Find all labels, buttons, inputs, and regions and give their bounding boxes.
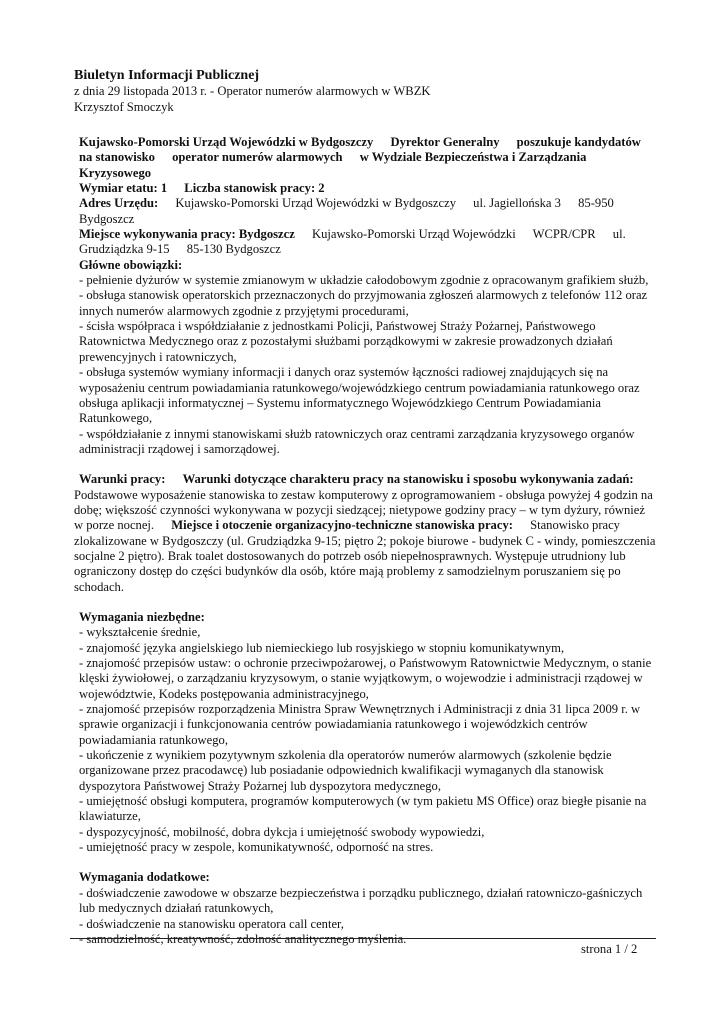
- address-value: Kujawsko-Pomorski Urząd Wojewódzki w Bydgoszczy: [175, 196, 456, 211]
- additional-heading: Wymagania dodatkowe:: [79, 870, 210, 885]
- workplace-environment-label: Miejsce i otoczenie organizacyjno-techniczne stanowiska pracy:: [171, 518, 513, 533]
- list-item: - pełnienie dyżurów w systemie zmianowym w układzie całodobowym zgodnie z opracowanym grafikiem służb,: [79, 273, 649, 288]
- workplace-label: Miejsce wykonywania pracy: Bydgoszcz: [79, 227, 295, 242]
- office-name: Kujawsko-Pomorski Urząd Wojewódzki w Bydgoszczy: [79, 135, 374, 149]
- conditions-sub-label: Warunki dotyczące charakteru pracy na stanowisku i sposobu wykonywania zadań:: [182, 472, 634, 487]
- list-item: - dyspozycyjność, mobilność, dobra dykcja i umiejętność swobody wypowiedzi,: [79, 824, 485, 839]
- workplace-zip: 85-130 Bydgoszcz: [186, 242, 281, 257]
- required-list: [74, 625, 656, 855]
- workplace-environment-text: Stanowisko pracy zlokalizowane w Bydgoszczy (ul. Grudziądzka 9-15; piętro 2; pokoje biurowe - budynek C - windy, pomieszczenia socjalne 2 piętro). Brak toalet dostosowanych do potrzeb osób niepełnosprawnych. Występuje utrudniony lub ograniczony dostęp do części budynków dla osób, które mają problemy z samodzielnym poruszaniem się po schodach.: [74, 518, 656, 594]
- list-item: - ścisła współpraca i współdziałanie z jednostkami Policji, Państwowej Straży Pożarnej, Państwowego Ratownictwa Medycznego oraz z pozostałymi służbami porządkowymi w zakresie prowadzonych działań prewencyjnych i ratowniczych,: [79, 319, 613, 364]
- address-city: Bydgoszcz: [79, 211, 135, 226]
- fte-label: Wymiar etatu: 1: [79, 181, 168, 196]
- duties-list: [74, 273, 656, 457]
- list-item: - samodzielność, kreatywność, zdolność analitycznego myślenia.: [79, 931, 407, 946]
- conditions-paragraph: [74, 472, 656, 595]
- workplace-street: ul. Grudziądzka 9-15: [79, 227, 626, 257]
- document-header: [74, 67, 674, 115]
- list-item: - doświadczenie zawodowe w obszarze bezpieczeństwa i porządku publicznego, działań ratowniczo-gaśniczych lub medycznych działań ratunkowych,: [79, 885, 643, 916]
- intro-paragraph: [74, 135, 656, 181]
- duties-heading: Główne obowiązki:: [79, 257, 183, 272]
- list-item: - znajomość przepisów ustaw: o ochronie przeciwpożarowej, o Państwowym Ratownictwie Medycznym, o stanie klęski żywiołowej, o zarządzaniu kryzysowym, o stanie wyjątkowym, o wojewodzie i administracji rządowej w województwie, Kodeks postępowania administracyjnego,: [79, 656, 652, 701]
- address-label: Adres Urzędu:: [79, 196, 159, 211]
- employment-line: [74, 181, 656, 196]
- workplace-line: [74, 227, 656, 258]
- director-title: Dyrektor Generalny: [390, 135, 500, 149]
- list-item: - wykształcenie średnie,: [79, 625, 201, 640]
- department-name: w Wydziale Bezpieczeństwa i Zarządzania Kryzysowego: [79, 150, 587, 180]
- address-street: ul. Jagiellońska 3: [473, 196, 561, 211]
- document-body: [74, 135, 656, 947]
- list-item: - umiejętność pracy w zespole, komunikatywność, odporność na stres.: [79, 840, 434, 855]
- list-item: - znajomość języka angielskiego lub niemieckiego lub rosyjskiego w stopniu komunikatywnym,: [79, 640, 565, 655]
- conditions-label: Warunki pracy:: [79, 472, 166, 487]
- page-number: strona 1 / 2: [581, 942, 638, 956]
- list-item: - współdziałanie z innymi stanowiskami służb ratowniczych oraz centrami zarządzania kryzysowego organów administracji rządowej i samorządowej.: [79, 426, 635, 456]
- required-heading: Wymagania niezbędne:: [79, 609, 205, 624]
- count-label: Liczba stanowisk pracy: 2: [184, 181, 325, 196]
- workplace-value: Kujawsko-Pomorski Urząd Wojewódzki: [311, 227, 516, 242]
- document-author: Krzysztof Smoczyk: [74, 99, 174, 114]
- list-item: - ukończenie z wynikiem pozytywnym szkolenia dla operatorów numerów alarmowych (szkolenie będzie organizowane przez pracodawcę) lub posiadanie odpowiednich kwalifikacji wymaganych dla stanowisk dyspozytora Państwowej Straży Pożarnej lub dyspozytora medycznego,: [79, 748, 612, 793]
- list-item: - znajomość przepisów rozporządzenia Ministra Spraw Wewnętrznych i Administracji z dnia 31 lipca 2009 r. w sprawie organizacji i funkcjonowania centrów powiadamiania ratunkowego i wojewódzkich centrów powiadamiania ratunkowego,: [79, 702, 641, 747]
- address-line: [74, 196, 656, 227]
- list-item: - doświadczenie na stanowisku operatora call center,: [79, 916, 344, 931]
- conditions-text: Podstawowe wyposażenie stanowiska to zestaw komputerowy z oprogramowaniem - obsługa powyżej 4 godzin na dobę; większość czynności wykonywana w pozycji siedzącej; nietypowe godziny pracy – w tym dyżury, również w porze nocnej.: [74, 487, 653, 533]
- seeks-text: poszukuje kandydatów na stanowisko: [79, 135, 641, 165]
- list-item: - obsługa stanowisk operatorskich przeznaczonych do przyjmowania zgłoszeń alarmowych z telefonów 112 oraz innych numerów alarmowych zgodnie z przyjętymi procedurami,: [79, 288, 648, 318]
- address-zip: 85-950: [578, 196, 614, 211]
- workplace-unit: WCPR/CPR: [532, 227, 596, 242]
- document-date-line: z dnia 29 listopada 2013 r. - Operator numerów alarmowych w WBZK: [74, 84, 431, 98]
- document-title: Biuletyn Informacji Publicznej: [74, 68, 260, 83]
- footer-divider: [70, 938, 656, 939]
- list-item: - umiejętność obsługi komputera, programów komputerowych (w tym pakietu MS Office) oraz biegłe pisanie na klawiaturze,: [79, 794, 647, 824]
- list-item: - obsługa systemów wymiany informacji i danych oraz systemów łączności radiowej znajdujących się na wyposażeniu centrum powiadamiania ratunkowego/wojewódzkiego centrum powiadamiania ratunkowego oraz obsługa aplikacji informatycznej – Systemu informatycznego Wojewódzkiego Centrum Powiadamiania Ratunkowego,: [79, 365, 640, 426]
- position-name: operator numerów alarmowych: [172, 150, 343, 165]
